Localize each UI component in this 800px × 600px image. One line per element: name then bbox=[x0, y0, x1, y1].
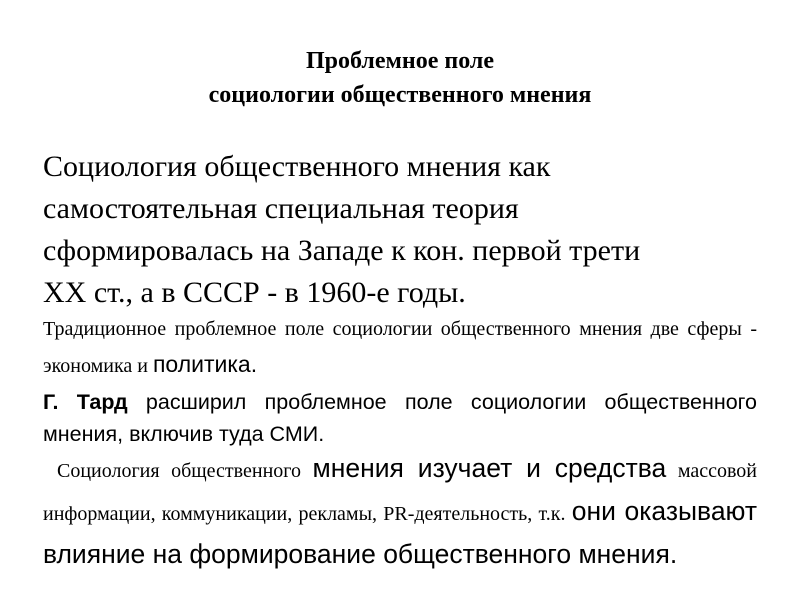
paragraph-traditional-text: Традиционное проблемное поле социологии общественного мнения две сферы - экономика и bbox=[43, 318, 757, 377]
paragraph-media-part-3: массовой информации, коммуникации, рекламы, PR-деятельность, т.к. bbox=[43, 460, 757, 525]
slide-title-line-1: Проблемное поле bbox=[306, 48, 494, 74]
paragraph-media-part-4: они оказывают влияние на формирование общественного мнения. bbox=[43, 496, 757, 569]
paragraph-history bbox=[43, 146, 757, 314]
slide-title-line-2: социологии общественного мнения bbox=[208, 82, 592, 108]
paragraph-history-line-4: ХХ ст., а в СССР - в 1960-е годы. bbox=[43, 276, 466, 309]
paragraph-media bbox=[43, 448, 757, 577]
paragraph-media-part-2: мнения изучает и средства bbox=[312, 453, 667, 483]
tarde-name: Г. Тард bbox=[43, 390, 128, 414]
paragraph-tarde bbox=[43, 386, 757, 450]
paragraph-traditional-field bbox=[43, 312, 757, 384]
paragraph-tarde-text: расширил проблемное поле социологии общественного мнения, включив туда СМИ. bbox=[43, 390, 757, 446]
paragraph-media-part-1: Социология общественного bbox=[57, 460, 313, 482]
paragraph-traditional-emphasis: политика. bbox=[152, 351, 258, 377]
paragraph-history-line-3: сформировалась на Западе к кон. первой трети bbox=[43, 234, 641, 267]
slide-title bbox=[0, 44, 800, 112]
paragraph-history-line-2: самостоятельная специальная теория bbox=[43, 192, 519, 225]
paragraph-history-line-1: Социология общественного мнения как bbox=[43, 150, 551, 183]
